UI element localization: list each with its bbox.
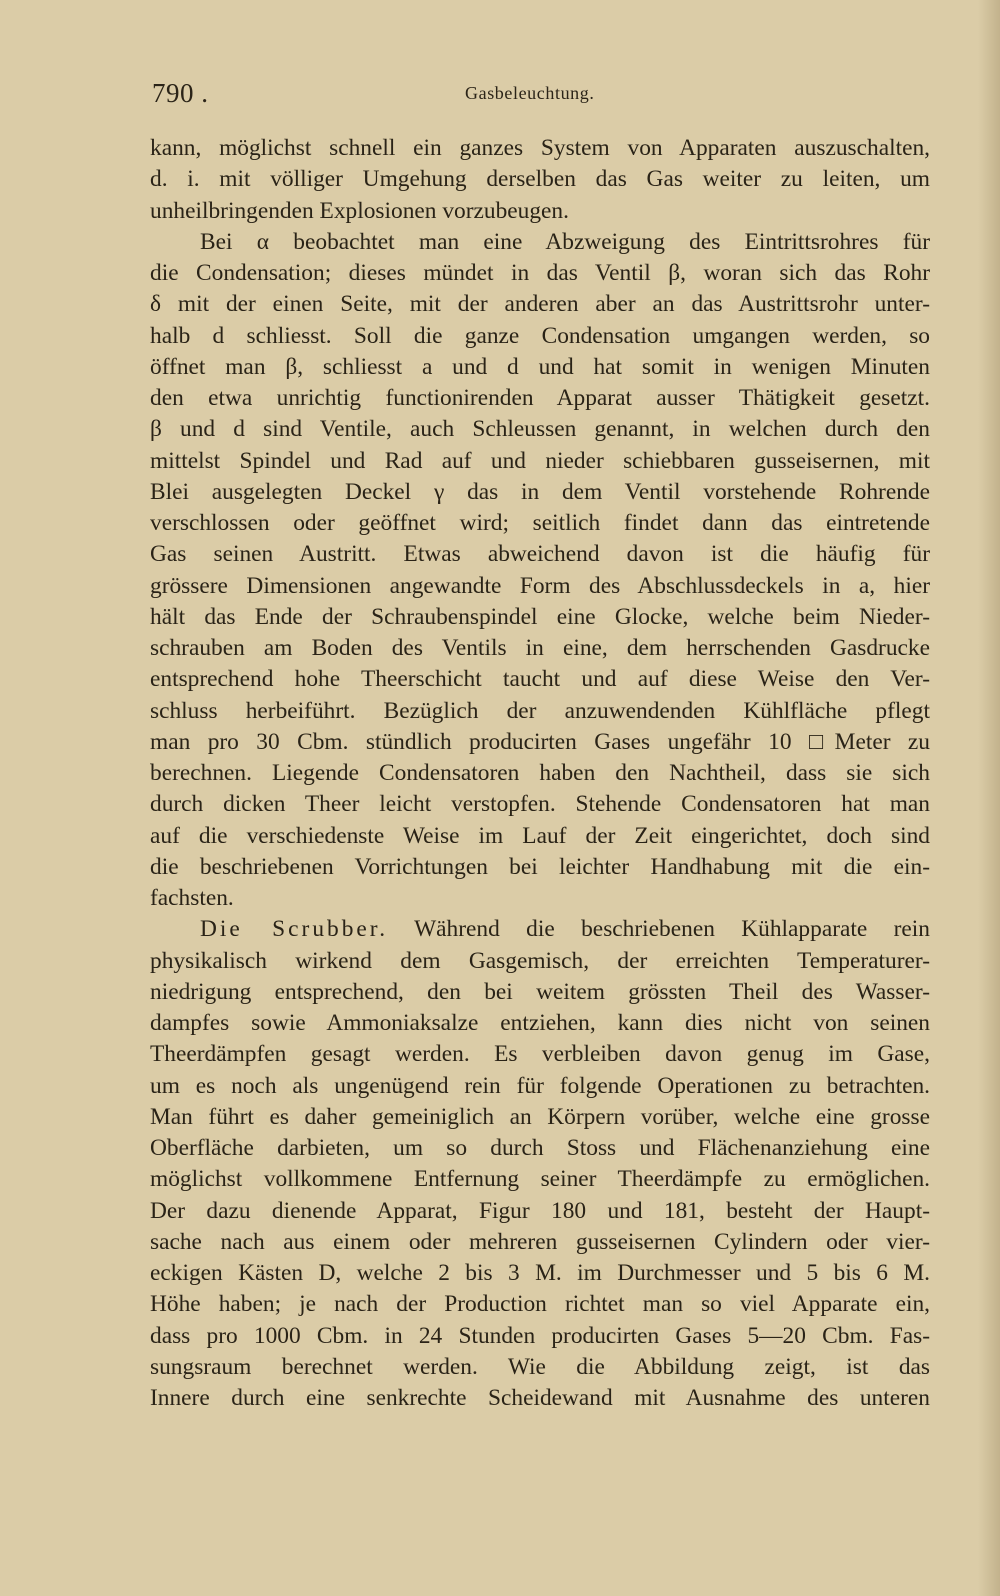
text-line: möglichst vollkommene Entfernung seiner Theerdämpfe zu ermöglichen. [150,1166,930,1193]
text-line: dampfes sowie Ammoniaksalze entziehen, kann dies nicht von seinen [150,1010,930,1036]
text-line: um es noch als ungenügend rein für folgende Operationen zu betrachten. [150,1072,930,1099]
text-line: schrauben am Boden des Ventils in eine, dem herrschenden Gasdrucke [150,635,930,661]
text-line: berechnen. Liegende Condensatoren haben den Nachtheil, dass sie sich [150,760,930,786]
section-heading-scrubber: Die Scrubber. [200,916,389,943]
page-number: 790 . [152,78,209,108]
text-line: verschlossen oder geöffnet wird; seitlich findet dann das eintretende [150,510,930,536]
section-heading-line [150,914,930,945]
text-line: Der dazu dienende Apparat, Figur 180 und 181, besteht der Haupt- [150,1197,930,1224]
text-line: physikalisch wirkend dem Gasgemisch, der erreichten Temperaturer- [150,947,930,974]
text-line: niedrigung entsprechend, den bei weitem grössten Theil des Wasser- [150,978,930,1005]
text-line: die beschriebenen Vorrichtungen bei leichter Handhabung mit die ein- [150,853,930,880]
running-title: Gasbeleuchtung. [465,83,595,103]
text-line: Höhe haben; je nach der Production richtet man so viel Apparate ein, [150,1291,930,1318]
text-line: mittelst Spindel und Rad auf und nieder schiebbaren gusseisernen, mit [150,447,930,474]
text-line: Innere durch eine senkrechte Scheidewand mit Ausnahme des unteren [150,1385,930,1411]
text-line: Theerdämpfen gesagt werden. Es verbleiben davon genug im Gase, [150,1041,930,1068]
text-line: man pro 30 Cbm. stündlich producirten Gases ungefähr 10 □Meter zu [150,728,930,755]
text-line: halb d schliesst. Soll die ganze Condensation umgangen werden, so [150,322,930,349]
text-line: öffnet man β, schliesst a und d und hat somit in wenigen Minuten [150,353,930,380]
text-line: schluss herbeiführt. Bezüglich der anzuwendenden Kühlfläche pflegt [150,697,930,724]
text-line: entsprechend hohe Theerschicht taucht und auf diese Weise den Ver- [150,666,930,693]
text-line: den etwa unrichtig functionirenden Apparat ausser Thätigkeit gesetzt. [150,385,930,411]
text-line: kann, möglichst schnell ein ganzes System von Apparaten auszuschalten, [150,135,930,161]
text-line: Blei ausgelegten Deckel γ das in dem Ventil vorstehende Rohrende [150,478,930,505]
text-line: durch dicken Theer leicht verstopfen. Stehende Condensatoren hat man [150,791,930,818]
text-line: sungsraum berechnet werden. Wie die Abbildung zeigt, ist das [150,1353,930,1380]
text-line: β und d sind Ventile, auch Schleussen genannt, in welchen durch den [150,416,930,443]
text-line: grössere Dimensionen angewandte Form des Abschlussdeckels in a, hier [150,572,930,599]
text-line: d. i. mit völliger Umgehung derselben das Gas weiter zu leiten, um [150,166,930,193]
text-line: dass pro 1000 Cbm. in 24 Stunden producirten Gases 5—20 Cbm. Fas- [150,1322,930,1349]
text-line: eckigen Kästen D, welche 2 bis 3 M. im Durchmesser und 5 bis 6 M. [150,1260,930,1286]
text-line: fachsten. [150,885,234,911]
text-line: Oberfläche darbieten, um so durch Stoss und Flächenanziehung eine [150,1135,930,1161]
text-line: Gas seinen Austritt. Etwas abweichend davon ist die häufig für [150,541,930,568]
text-line: hält das Ende der Schraubenspindel eine Glocke, welche beim Nieder- [150,603,930,630]
text-line: Man führt es daher gemeiniglich an Körpern vorüber, welche eine grosse [150,1103,930,1130]
text-line: unheilbringenden Explosionen vorzubeugen. [150,197,569,224]
section-heading-rest: Während die beschriebenen Kühlapparate rein [388,916,930,943]
body-text [150,133,930,1414]
page-header [152,78,932,114]
text-line: auf die verschiedenste Weise im Lauf der Zeit eingerichtet, doch sind [150,822,930,849]
text-line: Bei α beobachtet man eine Abzweigung des Eintrittsrohres für [200,228,930,255]
text-line: δ mit der einen Seite, mit der anderen aber an das Austrittsrohr unter- [150,291,930,318]
text-line: sache nach aus einem oder mehreren gusseisernen Cylindern oder vier- [150,1228,930,1255]
page-edge-shadow [978,0,1000,1596]
text-line: die Condensation; dieses mündet in das Ventil β, woran sich das Rohr [150,260,930,286]
